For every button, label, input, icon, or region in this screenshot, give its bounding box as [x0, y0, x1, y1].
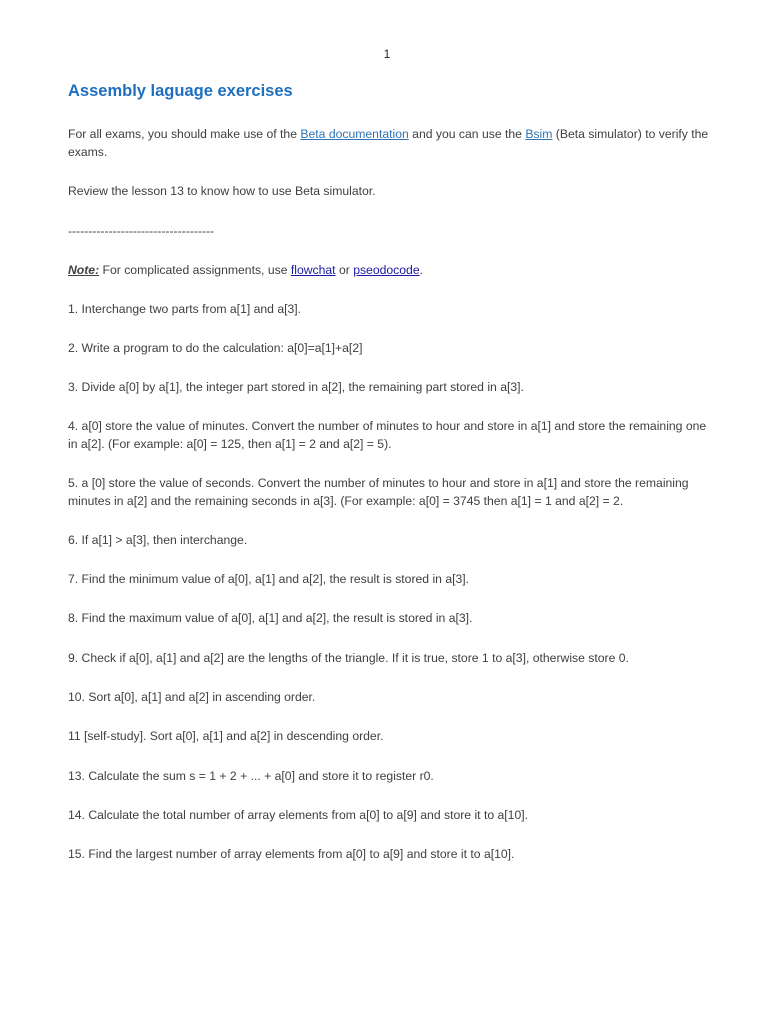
review-paragraph: Review the lesson 13 to know how to use Beta simulator. [68, 184, 376, 198]
document-title: Assembly laguage exercises [68, 82, 293, 100]
note-paragraph [68, 261, 718, 279]
intro-text-1: For all exams, you should make use of the [68, 127, 301, 141]
note-text-1: For complicated assignments, use [99, 263, 291, 277]
exercise-item: 7. Find the minimum value of a[0], a[1] and a[2], the result is stored in a[3]. [68, 572, 470, 586]
exercise-item: 10. Sort a[0], a[1] and a[2] in ascending order. [68, 690, 316, 704]
intro-text-2: and you can use the [408, 127, 526, 141]
exercise-item: 1. Interchange two parts from a[1] and a[3]. [68, 302, 302, 316]
note-label: Note: [68, 263, 100, 277]
exercise-item: 14. Calculate the total number of array elements from a[0] to a[9] and store it to a[10]. [68, 808, 528, 822]
intro-paragraph [68, 125, 718, 161]
note-text-2: or [335, 263, 354, 277]
exercise-item: 9. Check if a[0], a[1] and a[2] are the lengths of the triangle. If it is true, store 1 to a[3], otherwise store 0. [68, 651, 629, 665]
note-text-3: . [419, 263, 423, 277]
pseodocode-link[interactable]: pseodocode [353, 263, 420, 277]
exercise-item: 8. Find the maximum value of a[0], a[1] and a[2], the result is stored in a[3]. [68, 611, 473, 625]
exercise-item: 11 [self-study]. Sort a[0], a[1] and a[2] in descending order. [68, 729, 384, 743]
exercise-item: 15. Find the largest number of array elements from a[0] to a[9] and store it to a[10]. [68, 847, 515, 861]
exercise-item: 6. If a[1] > a[3], then interchange. [68, 533, 248, 547]
bsim-link[interactable]: Bsim [525, 127, 553, 141]
page-number: 1 [383, 47, 391, 61]
exercise-item: 13. Calculate the sum s = 1 + 2 + ... + a[0] and store it to register r0. [68, 769, 434, 783]
separator-line: ------------------------------------ [68, 224, 215, 238]
exercise-item: 5. a [0] store the value of seconds. Convert the number of minutes to hour and store in a[1] and store the remaining minutes in a[2] and the remaining seconds in a[3]. (For example: a[0] = 3745 then a[1] = 1 and a[2] = 2. [68, 476, 689, 508]
beta-documentation-link[interactable]: Beta documentation [300, 127, 409, 141]
exercise-item: 2. Write a program to do the calculation: a[0]=a[1]+a[2] [68, 341, 363, 355]
exercise-item: 3. Divide a[0] by a[1], the integer part stored in a[2], the remaining part stored in a[3]. [68, 380, 524, 394]
flowchat-link[interactable]: flowchat [290, 263, 336, 277]
exercise-item: 4. a[0] store the value of minutes. Convert the number of minutes to hour and store in a[1] and store the remaining one in a[2]. (For example: a[0] = 125, then a[1] = 2 and a[2] = 5). [68, 419, 707, 451]
intro-text-3: (Beta simulator) to verify the exams. [68, 127, 709, 159]
